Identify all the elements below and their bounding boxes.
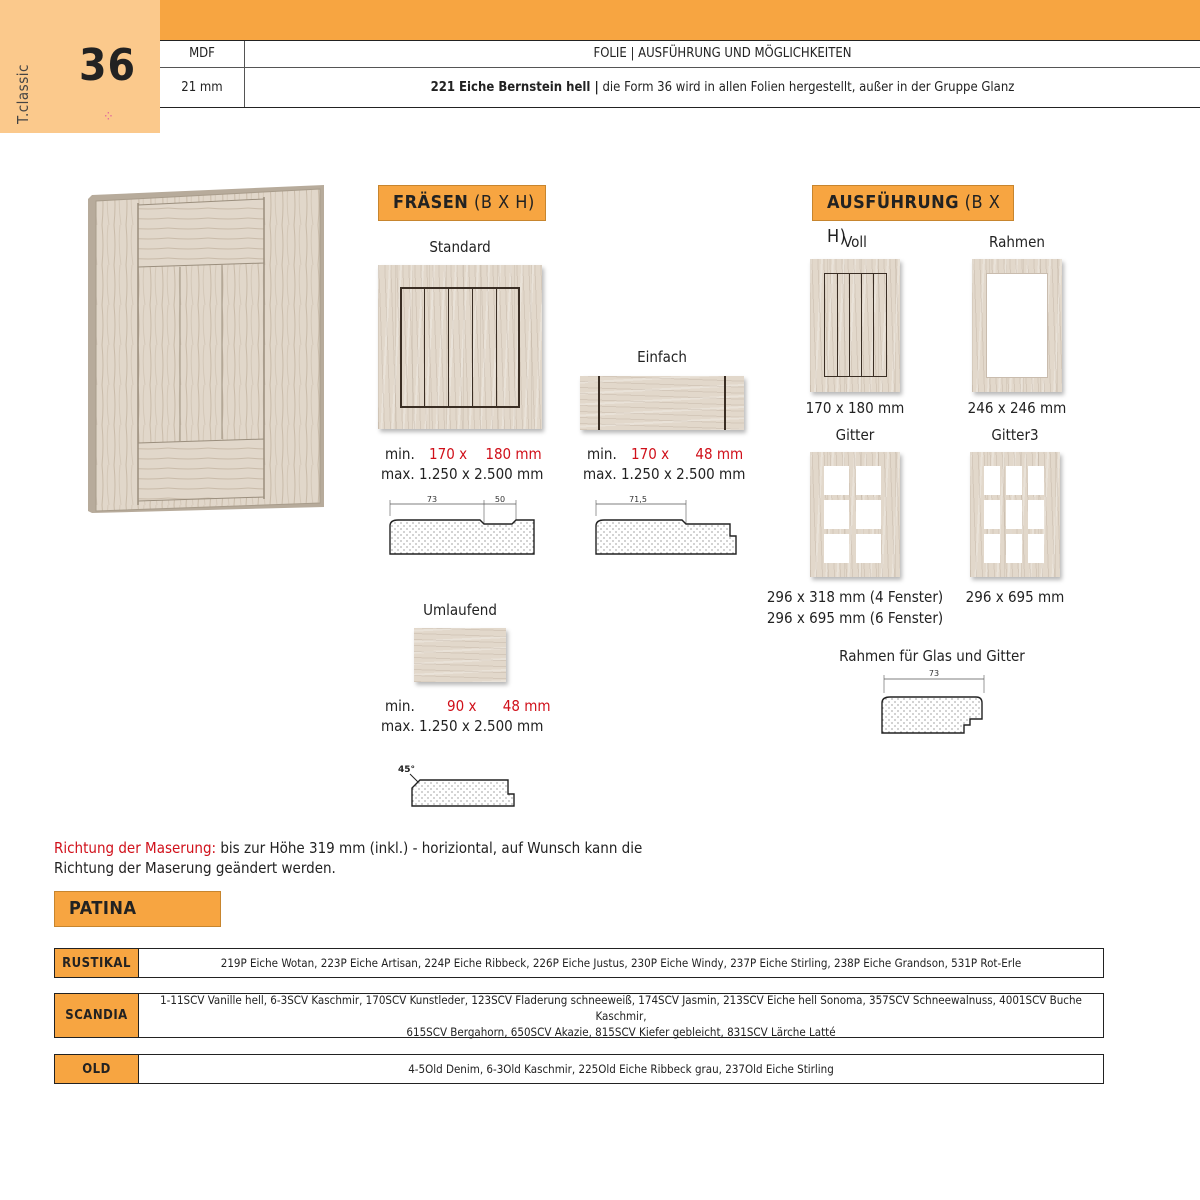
form-number-badge	[0, 0, 160, 133]
umlaufend-profile-drawing	[396, 760, 520, 810]
rahmen-door-swatch	[972, 259, 1062, 392]
patina-row-label: SCANDIA	[55, 994, 139, 1037]
foil-note: die Form 36 wird in allen Folien hergestellt, außer in der Gruppe Glanz	[598, 80, 1015, 95]
patina-row-text: 219P Eiche Wotan, 223P Eiche Artisan, 224P Eiche Ribbeck, 226P Eiche Justus, 230P Eiche Windy, 237P Eiche Stirling, 238P Eiche Grandson, 531P Rot-Erle	[220, 956, 1022, 970]
grain-direction-label: Richtung der Maserung:	[54, 839, 217, 857]
standard-label: Standard	[429, 238, 491, 256]
umlaufend-label: Umlaufend	[423, 601, 497, 619]
gitter3-label: Gitter3	[991, 426, 1039, 444]
patina-row-label: RUSTIKAL	[55, 949, 139, 977]
standard-milling-swatch	[378, 265, 542, 429]
einfach-min-size	[587, 444, 743, 464]
rahmen-profile-dim: 73	[928, 669, 940, 678]
min-height: 48 mm	[502, 697, 551, 715]
voll-label: Voll	[843, 233, 867, 251]
grain-direction-note	[54, 838, 704, 878]
gitter3-size: 296 x 695 mm	[965, 588, 1065, 606]
patina-row-rustikal	[54, 948, 1104, 978]
umlaufend-max-size: max. 1.250 x 2.500 mm	[381, 717, 544, 735]
standard-min-size	[385, 444, 542, 464]
umlaufend-min-size	[385, 696, 551, 716]
standard-max-size: max. 1.250 x 2.500 mm	[381, 465, 544, 483]
rahmen-profile-label: Rahmen für Glas und Gitter	[839, 647, 1025, 665]
header-table	[160, 40, 1200, 108]
gitter3-door-swatch	[970, 452, 1060, 577]
patina-row-text-line2: 615SCV Bergahorn, 650SCV Akazie, 815SCV Kiefer gebleicht, 831SCV Lärche Latté	[406, 1024, 836, 1039]
umlaufend-profile-angle: 45°	[398, 765, 416, 775]
rahmen-label: Rahmen	[989, 233, 1045, 251]
foil-description	[245, 80, 1200, 95]
gitter-size-4: 296 x 318 mm (4 Fenster)	[766, 588, 944, 606]
standard-profile-dim-a: 73	[426, 495, 438, 504]
form-number: 36	[78, 40, 137, 91]
min-prefix: min.	[385, 445, 415, 463]
min-height: 48 mm	[695, 445, 744, 463]
material-column-header: MDF	[189, 46, 215, 61]
standard-profile-drawing	[384, 494, 540, 558]
foil-column-header: FOLIE | AUSFÜHRUNG UND MÖGLICHKEITEN	[593, 46, 852, 61]
patina-row-text-line1: 1-11SCV Vanille hell, 6-3SCV Kaschmir, 170SCV Kunstleder, 123SCV Fladerung schneeweiß, 174SCV Jasmin, 213SCV Eiche hell Sonoma, 357SCV Schneewalnuss, 4001SCV Buche Kaschmir,	[160, 992, 1082, 1023]
min-width: 90 x	[447, 697, 477, 715]
gitter-label: Gitter	[835, 426, 875, 444]
ausfuehrung-heading-text: AUSFÜHRUNG	[827, 192, 960, 213]
door-front-illustration	[88, 185, 324, 515]
patina-row-label: OLD	[55, 1055, 139, 1083]
umlaufend-milling-swatch	[414, 628, 506, 682]
voll-door-swatch	[810, 259, 900, 392]
min-height: 180 mm	[485, 445, 542, 463]
fraesen-heading-text: FRÄSEN	[393, 192, 469, 213]
gitter-size-6: 296 x 695 mm (6 Fenster)	[766, 609, 944, 627]
thickness-value: 21 mm	[181, 80, 223, 95]
min-prefix: min.	[587, 445, 617, 463]
einfach-max-size: max. 1.250 x 2.500 mm	[583, 465, 746, 483]
brand-dots-icon: ⁘	[102, 106, 114, 124]
rahmen-size: 246 x 246 mm	[967, 399, 1067, 417]
min-width: 170 x	[429, 445, 468, 463]
einfach-milling-swatch	[580, 376, 744, 430]
patina-heading: PATINA	[54, 891, 221, 927]
min-width: 170 x	[631, 445, 670, 463]
brand-name: T.classic	[14, 64, 32, 124]
header-accent-bar	[160, 0, 1200, 40]
einfach-label: Einfach	[637, 348, 687, 366]
patina-row-old	[54, 1054, 1104, 1084]
einfach-profile-drawing	[590, 494, 746, 558]
foil-name: 221 Eiche Bernstein hell |	[430, 80, 599, 95]
einfach-profile-dim: 71,5	[629, 495, 647, 504]
gitter-door-swatch	[810, 452, 900, 577]
patina-row-scandia	[54, 993, 1104, 1038]
fraesen-heading	[378, 185, 546, 221]
rahmen-profile-drawing	[878, 667, 992, 737]
patina-row-text: 4-5Old Denim, 6-3Old Kaschmir, 225Old Eiche Ribbeck grau, 237Old Eiche Stirling	[408, 1062, 834, 1076]
ausfuehrung-heading-suffix: (B X H)	[827, 192, 1001, 247]
min-prefix: min.	[385, 697, 415, 715]
standard-profile-dim-b: 50	[494, 495, 506, 504]
grain-direction-text: bis zur Höhe 319 mm (inkl.) - horiziontal, auf Wunsch kann die Richtung der Maserung geändert werden.	[54, 839, 643, 877]
fraesen-heading-suffix: (B X H)	[468, 192, 535, 213]
voll-size: 170 x 180 mm	[805, 399, 905, 417]
